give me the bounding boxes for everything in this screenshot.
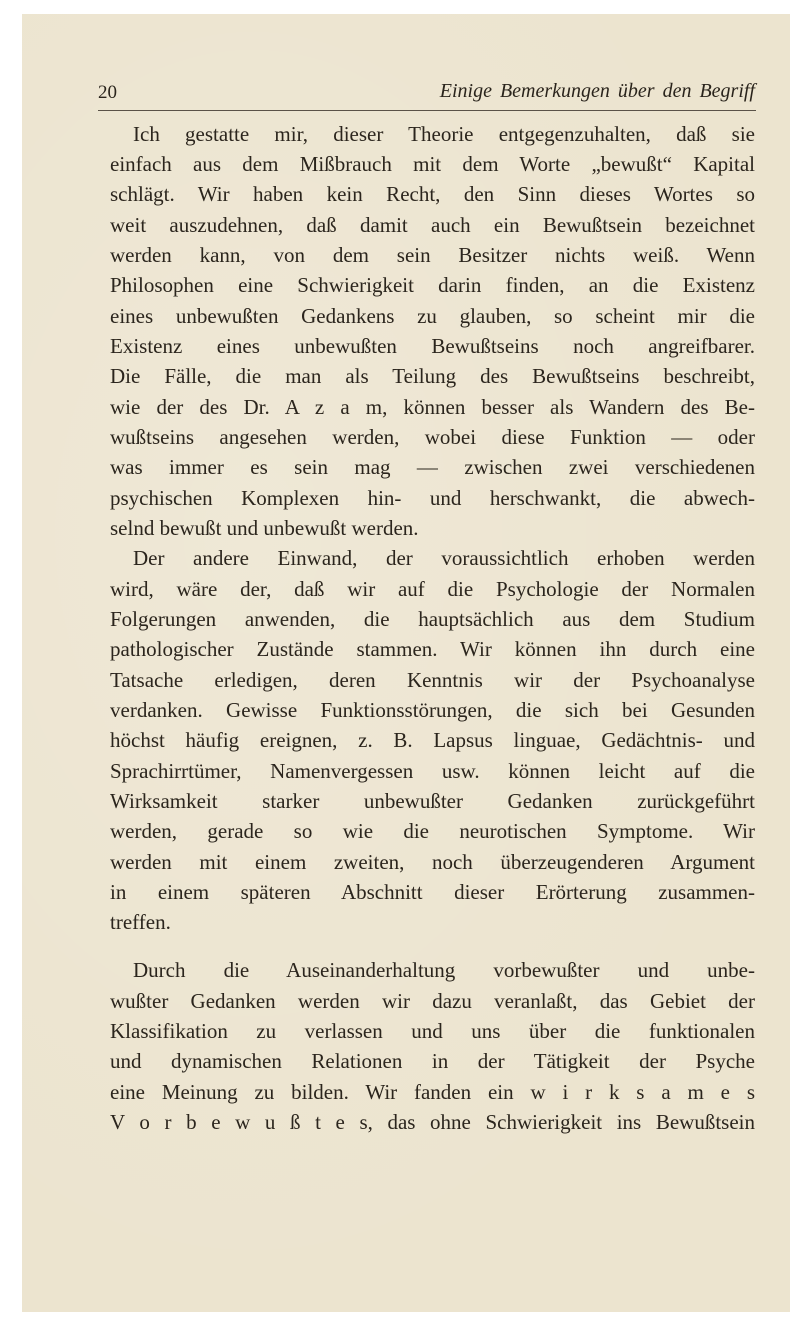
text-line: wie der des Dr. A z a m, können besser als Wandern des Be- [110,395,755,419]
text-line: werden, gerade so wie die neurotischen Symptome. Wir [110,819,755,843]
text-line: wird, wäre der, daß wir auf die Psychologie der Normalen [110,577,755,601]
text-line: Durch die Auseinanderhaltung vorbewußter und unbe- [133,958,755,982]
text-line: psychischen Komplexen hin- und herschwankt, die abwech- [110,486,755,510]
book-page [22,14,790,1312]
text-line: eines unbewußten Gedankens zu glauben, so scheint mir die [110,304,755,328]
text-line: pathologischer Zustände stammen. Wir können ihn durch eine [110,637,755,661]
text-line: Ich gestatte mir, dieser Theorie entgegenzuhalten, daß sie [133,122,755,146]
text-line: werden mit einem zweiten, noch überzeugenderen Argument [110,850,755,874]
text-line: Die Fälle, die man als Teilung des Bewußtseins beschreibt, [110,364,755,388]
page-number: 20 [98,82,117,103]
text-line: einfach aus dem Mißbrauch mit dem Worte „bewußt“ Kapital [110,152,755,176]
text-line: schlägt. Wir haben kein Recht, den Sinn dieses Wortes so [110,182,755,206]
text-line: Existenz eines unbewußten Bewußtseins noch angreifbarer. [110,334,755,358]
text-line: V o r b e w u ß t e s, das ohne Schwierigkeit ins Bewußtsein [110,1110,755,1134]
text-line: Der andere Einwand, der voraussichtlich erhoben werden [133,546,755,570]
header-rule [98,110,756,111]
text-line: selnd bewußt und unbewußt werden. [110,516,419,540]
text-line: wußter Gedanken werden wir dazu veranlaßt, das Gebiet der [110,989,755,1013]
text-line: werden kann, von dem sein Besitzer nichts weiß. Wenn [110,243,755,267]
text-line: weit auszudehnen, daß damit auch ein Bewußtsein bezeichnet [110,213,755,237]
text-line: wußtseins angesehen werden, wobei diese Funktion — oder [110,425,755,449]
text-line: in einem späteren Abschnitt dieser Erörterung zusammen- [110,880,755,904]
text-line: treffen. [110,910,171,934]
text-line: Philosophen eine Schwierigkeit darin finden, an die Existenz [110,273,755,297]
text-line: was immer es sein mag — zwischen zwei verschiedenen [110,455,755,479]
text-line: Klassifikation zu verlassen und uns über die funktionalen [110,1019,755,1043]
text-line: Wirksamkeit starker unbewußter Gedanken zurückgeführt [110,789,755,813]
text-line: höchst häufig ereignen, z. B. Lapsus linguae, Gedächtnis- und [110,728,755,752]
text-line: Folgerungen anwenden, die hauptsächlich aus dem Studium [110,607,755,631]
running-title: Einige Bemerkungen über den Begriff [439,80,755,102]
text-line: eine Meinung zu bilden. Wir fanden ein w i r k s a m e s [110,1080,755,1104]
text-line: Tatsache erledigen, deren Kenntnis wir der Psychoanalyse [110,668,755,692]
text-line: Sprachirrtümer, Namenvergessen usw. können leicht auf die [110,759,755,783]
text-line: verdanken. Gewisse Funktionsstörungen, die sich bei Gesunden [110,698,755,722]
text-line: und dynamischen Relationen in der Tätigkeit der Psyche [110,1049,755,1073]
